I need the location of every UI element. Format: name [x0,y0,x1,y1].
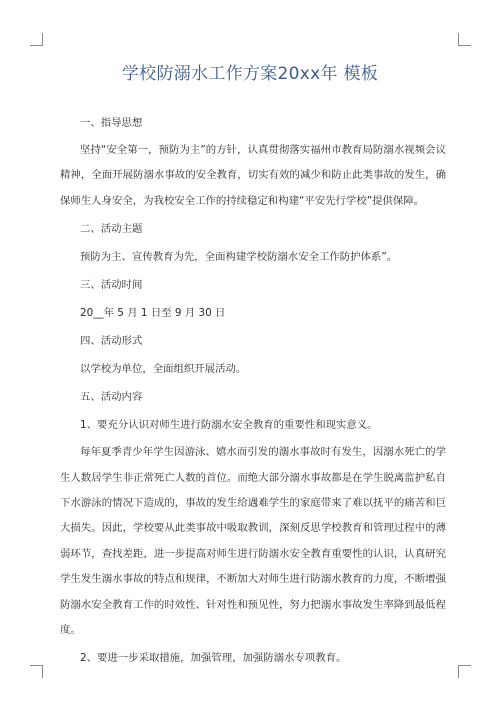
crop-mark-bottom-right [458,665,471,678]
body-paragraph: 坚持“安全第一，预防为主”的方针，认真贯彻落实福州市教育局防溺水视频会议精神，全面开展防溺水事故的安全教育，切实有效的减少和防止此类事故的发生，确保师生人身安全，为我校安全工作的持续稳定和构建“平安先行学校”提供保障。 [60,144,446,207]
section-heading: 二、活动主题 [80,223,143,236]
body-line: 2、要进一步采取措施，加强管理，加强防溺水专项教育。 [80,652,347,665]
body-line: 1、要充分认识对师生进行防溺水安全教育的重要性和现实意义。 [80,419,378,432]
body-line: 预防为主、宣传教育为先，全面构建学校防溺水安全工作防护体系”。 [80,251,398,264]
section-heading: 四、活动形式 [80,335,143,348]
body-line: 以学校为单位，全面组织开展活动。 [80,363,247,376]
document-body [60,116,446,679]
section-heading: 一、指导思想 [80,117,143,129]
body-paragraph: 每年夏季青少年学生因游泳、嬉水而引发的溺水事故时有发生，因溺水死亡的学生人数居学生非正常死亡人数的首位。而绝大部分溺水事故都是在学生脱离监护私自下水游泳的情况下造成的，事故的发生给遇难学生的家庭带来了难以抚平的痛苦和巨大损失。因此，学校要从此类事故中吸取教训，深刻反思学校教育和管理过程中的薄弱环节，查找差距，进一步提高对师生进行防溺水安全教育重要性的认识，认真研究学生发生溺水事故的特点和规律，不断加大对师生进行防溺水教育的力度，不断增强防溺水安全教育工作的时效性、针对性和预见性，努力把溺水事故发生率降到最低程度。 [60,446,446,637]
section-heading: 五、活动内容 [80,391,143,404]
section-heading: 三、活动时间 [80,279,143,292]
crop-mark-bottom-left [30,665,43,678]
document-title: 学校防溺水工作方案20xx年 模板 [121,64,379,84]
crop-mark-top-right [458,33,471,46]
body-line: 20__年 5 月 1 日至 9 月 30 日 [80,307,226,320]
crop-mark-top-left [30,33,43,46]
